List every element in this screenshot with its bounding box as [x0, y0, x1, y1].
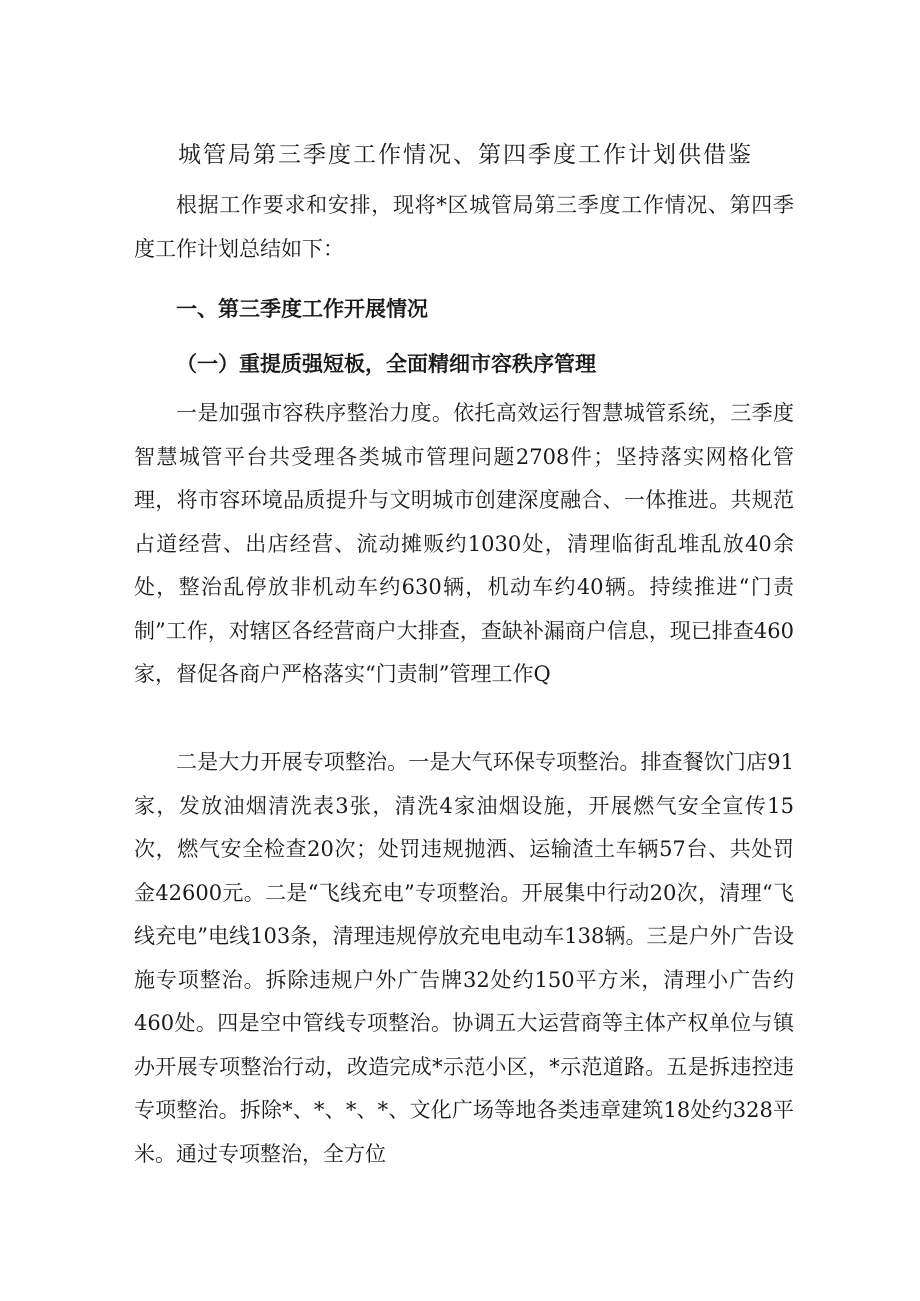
document-title: 城管局第三季度工作情况、第四季度工作计划供借鉴 [178, 142, 753, 168]
intro-paragraph: 根据工作要求和安排，现将*区城管局第三季度工作情况、第四季度工作计划总结如下： [134, 193, 794, 261]
section-heading: 一、第三季度工作开展情况 [176, 297, 428, 321]
body-paragraph-2: 二是大力开展专项整治。一是大气环保专项整治。排查餐饮门店91家，发放油烟清洗表3张，清洗4家油烟设施，开展燃气安全宣传15次，燃气安全检查20次；处罚违规抛洒、运输渣土车辆57台、共处罚金42600元。二是“飞线充电”专项整治。开展集中行动20次，清理“飞线充电”电线103条，清理违规停放充电电动车138辆。三是户外广告设施专项整治。拆除违规户外广告牌32处约150平方米，清理小广告约460处。四是空中管线专项整治。协调五大运营商等主体产权单位与镇办开展专项整治行动，改造完成*示范小区，*示范道路。五是拆违控违专项整治。拆除*、*、*、*、文化广场等地各类违章建筑18处约328平米。通过专项整治，全方位 [134, 750, 794, 1166]
subsection-heading: （一）重提质强短板，全面精细市容秩序管理 [176, 352, 596, 376]
body-paragraph-1: 一是加强市容秩序整治力度。依托高效运行智慧城管系统，三季度智慧城管平台共受理各类城市管理问题2708件；坚持落实网格化管理，将市容环境品质提升与文明城市创建深度融合、一体推进。共规范占道经营、出店经营、流动摊贩约1030处，清理临街乱堆乱放40余处，整治乱停放非机动车约630辆，机动车约40辆。持续推进“门责制”工作，对辖区各经营商户大排查，查缺补漏商户信息，现已排查460家，督促各商户严格落实“门责制”管理工作Q [134, 401, 794, 686]
